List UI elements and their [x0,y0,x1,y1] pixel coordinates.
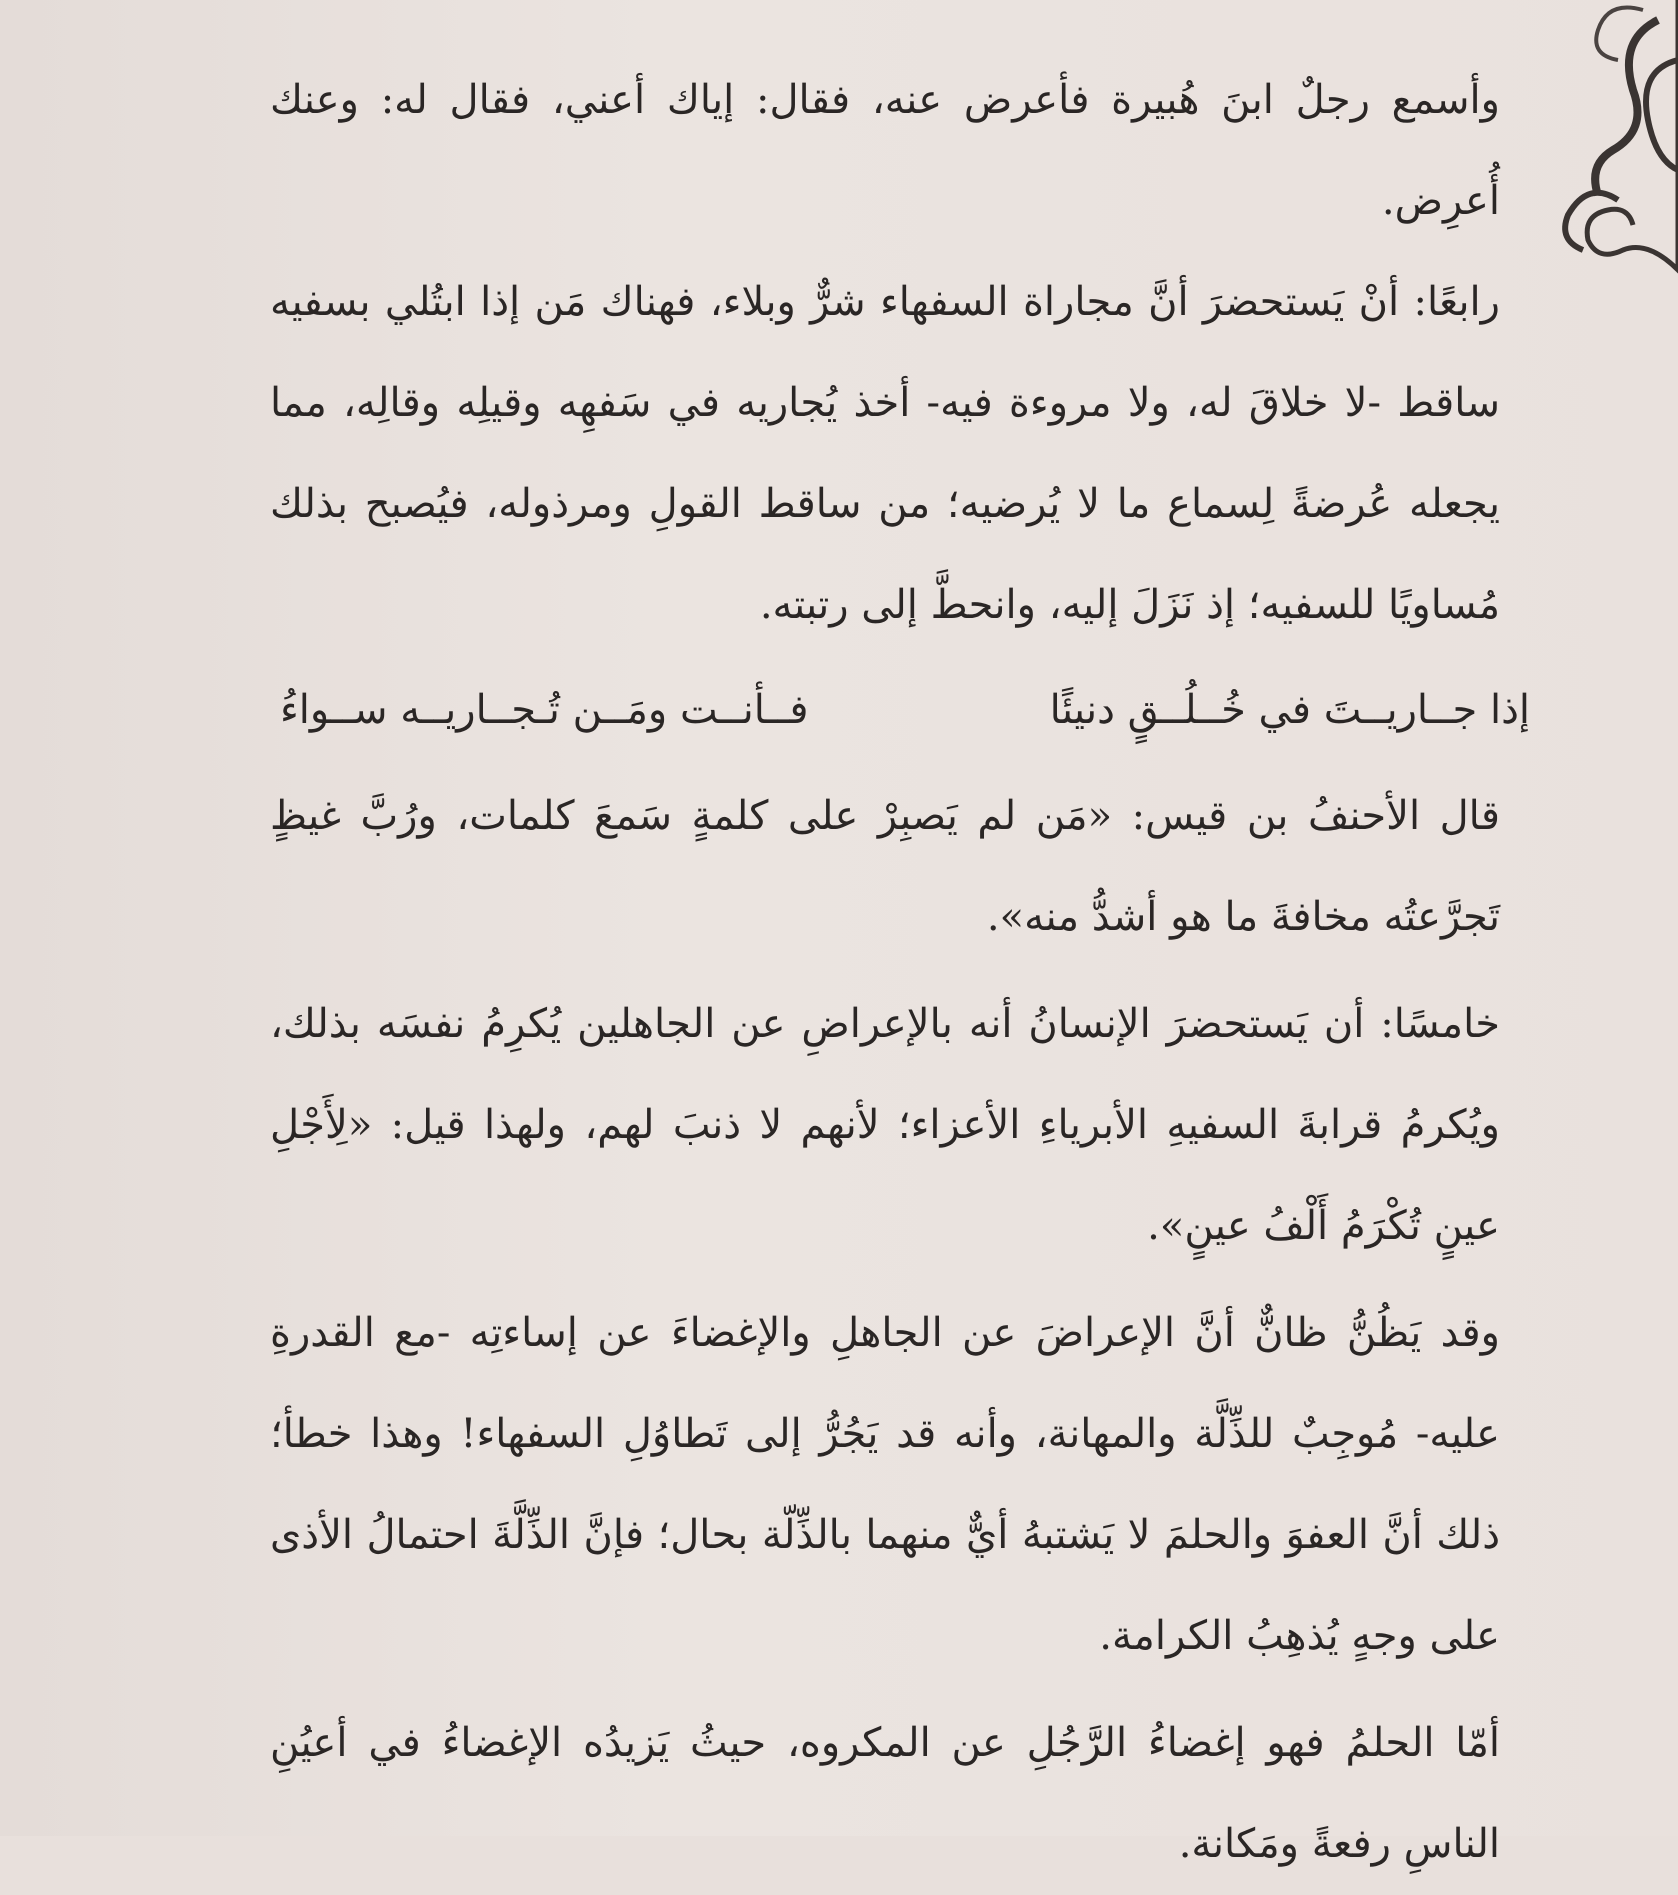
paragraph-2: رابعًا: أنْ يَستحضرَ أنَّ مجاراة السفهاء شرٌّ وبلاء، فهناك مَن إذا ابتُلي بسفيه ساقط -لا خلاقَ له، ولا مروءة فيه- أخذ يُجاريه في سَفهِه وقيلِه وقالِه، مما يجعله عُرضةً لِسماع ما لا يُرضيه؛ من ساقط القولِ ومرذوله، فيُصبح بذلك مُساويًا للسفيه؛ إذ نَزَلَ إليه، وانحطَّ إلى رتبته. [270,279,1500,628]
verse-second-hemistich: فــأنــت ومَــن تُـجــاريــه ســواءُ [280,687,809,733]
body-text [270,50,1540,1895]
poetry-verse [270,660,1540,760]
paragraph-6: أمّا الحلمُ فهو إغضاءُ الرَّجُلِ عن المكروه، حيثُ يَزيدُه الإغضاءُ في أعيُنِ الناسِ رفعةً ومَكانة. [270,1720,1500,1867]
paragraph-1: وأسمع رجلٌ ابنَ هُبيرة فأعرض عنه، فقال: إياك أعني، فقال له: وعنك أُعرِض. [270,77,1500,224]
corner-ornament-icon [1528,0,1678,270]
verse-first-hemistich: إذا جــاريــتَ في خُــلُــقٍ دنيئًا [1049,687,1530,733]
paragraph-4: خامسًا: أن يَستحضرَ الإنسانُ أنه بالإعراضِ عن الجاهلين يُكرِمُ نفسَه بذلك، ويُكرمُ قرابةَ السفيهِ الأبرياءِ الأعزاء؛ لأنهم لا ذنبَ لهم، ولهذا قيل: «لِأَجْلِ عينٍ تُكْرَمُ أَلْفُ عينٍ». [270,1001,1500,1249]
paragraph-3: قال الأحنفُ بن قيس: «مَن لم يَصبِرْ على كلمةٍ سَمعَ كلمات، ورُبَّ غيظٍ تَجرَّعتُه مخافةَ ما هو أشدُّ منه». [270,793,1500,940]
paragraph-5: وقد يَظُنُّ ظانٌّ أنَّ الإعراضَ عن الجاهلِ والإغضاءَ عن إساءتِه -مع القدرةِ عليه- مُوجِبٌ للذِّلَّة والمهانة، وأنه قد يَجُرُّ إلى تَطاوُلِ السفهاء! وهذا خطأ؛ ذلك أنَّ العفوَ والحلمَ لا يَشتبهُ أيٌّ منهما بالذِّلّة بحال؛ فإنَّ الذِّلَّةَ احتمالُ الأذى على وجهٍ يُذهِبُ الكرامة. [270,1310,1500,1659]
